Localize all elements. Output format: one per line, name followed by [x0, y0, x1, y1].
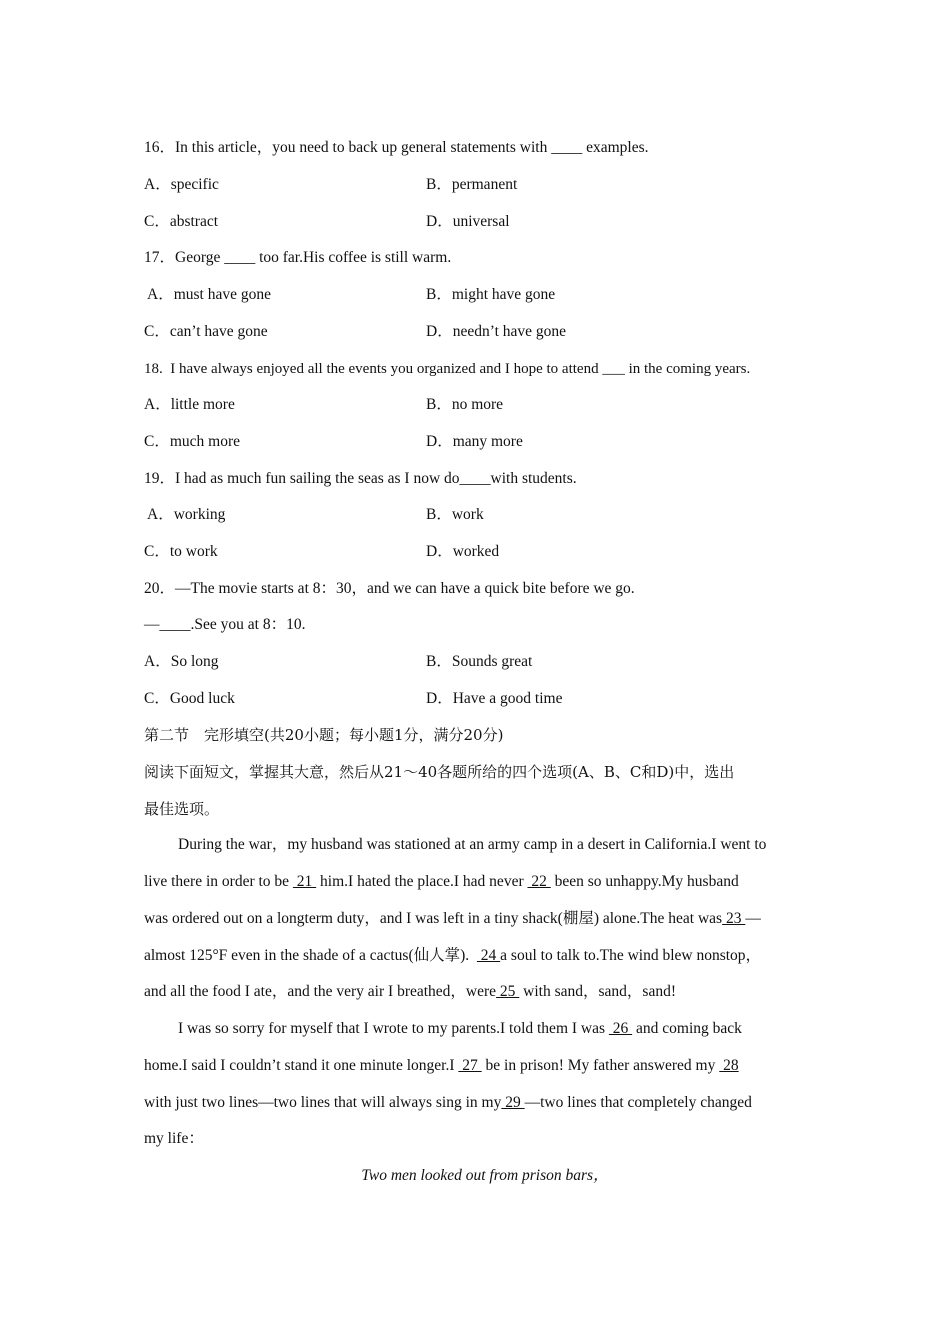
text: —	[745, 910, 761, 927]
poem-line-1: Two men looked out from prison bars，	[361, 1167, 609, 1184]
question-20-option-b: B．Sounds great	[426, 653, 533, 670]
passage-p2-line-4: my life：	[144, 1130, 204, 1147]
text: with just two lines—two lines that will always sing in my	[144, 1094, 502, 1111]
question-20-option-c: C．Good luck	[144, 690, 235, 707]
blank-29: 29	[501, 1094, 525, 1111]
blank-27: 27	[458, 1057, 482, 1074]
question-16-stem: 16．In this article，you need to back up general statements with ____ examples.	[144, 139, 649, 156]
question-18-option-d: D．many more	[426, 433, 523, 450]
question-17-option-d: D．needn’t have gone	[426, 323, 567, 340]
section-instruction-line-2: 最佳选项。	[144, 800, 220, 818]
passage-p1-line-3	[144, 908, 761, 930]
question-18-option-a: A．little more	[144, 396, 235, 413]
section-instruction-line-1: 阅读下面短文，掌握其大意，然后从21～40各题所给的四个选项(A、B、C和D)中，选出	[144, 763, 735, 781]
question-20-option-d: D．Have a good time	[426, 690, 563, 707]
passage-p1-line-1: During the war，my husband was stationed at an army camp in a desert in California.I went to	[178, 836, 767, 853]
question-20-reply: —____.See you at 8：10.	[144, 616, 306, 633]
blank-26: 26	[608, 1020, 633, 1037]
question-19-stem: 19．I had as much fun sailing the seas as I now do____with students.	[144, 470, 577, 487]
question-17-option-c: C．can’t have gone	[144, 323, 268, 340]
passage-p2-line-2	[144, 1055, 739, 1077]
blank-21: 21	[292, 873, 317, 890]
passage-p1-line-2	[144, 871, 739, 893]
question-19-option-a: A．working	[144, 506, 226, 523]
blank-24: 24	[476, 947, 501, 964]
passage-p1-line-5	[144, 981, 676, 1003]
text: been so unhappy.My husband	[550, 873, 739, 890]
section-heading: 第二节 完形填空(共20小题；每小题1分，满分20分)	[144, 726, 504, 744]
question-17-option-b: B．might have gone	[426, 286, 556, 303]
question-20-stem: 20．—The movie starts at 8：30，and we can have a quick bite before we go.	[144, 580, 635, 597]
text: and coming back	[632, 1020, 742, 1037]
question-16-option-c: C．abstract	[144, 213, 219, 230]
text: be in prison! My father answered my	[481, 1057, 720, 1074]
text: him.I hated the place.I had never	[316, 873, 528, 890]
question-20-option-a: A．So long	[144, 653, 219, 670]
passage-p2-line-1	[178, 1018, 742, 1040]
question-16-option-d: D．universal	[426, 213, 510, 230]
text: live there in order to be	[144, 873, 293, 890]
text: a soul to talk to.The wind blew nonstop，	[500, 947, 762, 964]
blank-22: 22	[527, 873, 551, 890]
blank-23: 23	[722, 910, 746, 927]
text: —two lines that completely changed	[524, 1094, 752, 1111]
blank-28: 28	[719, 1057, 739, 1074]
question-17-option-a: A．must have gone	[144, 286, 271, 303]
question-19-option-b: B．work	[426, 506, 484, 523]
text: I was so sorry for myself that I wrote to my parents.I told them I was	[178, 1020, 609, 1037]
text: and all the food I ate，and the very air I breathed，were	[144, 983, 497, 1000]
question-16-option-a: A．specific	[144, 176, 219, 193]
text: almost 125°F even in the shade of a cactus(仙人掌).	[144, 947, 477, 964]
question-18-option-b: B．no more	[426, 396, 504, 413]
text: was ordered out on a longterm duty，and I was left in a tiny shack(棚屋) alone.The heat was	[144, 910, 723, 927]
passage-p2-line-3	[144, 1092, 752, 1114]
text: home.I said I couldn’t stand it one minute longer.I	[144, 1057, 459, 1074]
question-19-option-d: D．worked	[426, 543, 500, 560]
question-19-option-c: C．to work	[144, 543, 218, 560]
question-18-option-c: C．much more	[144, 433, 240, 450]
question-17-stem: 17．George ____ too far.His coffee is still warm.	[144, 249, 452, 266]
text: with sand，sand，sand!	[519, 983, 676, 1000]
passage-p1-line-4	[144, 945, 761, 967]
blank-25: 25	[496, 983, 520, 1000]
question-18-stem: 18. I have always enjoyed all the events you organized and I hope to attend ___ in the coming years.	[144, 361, 751, 377]
question-16-option-b: B．permanent	[426, 176, 518, 193]
